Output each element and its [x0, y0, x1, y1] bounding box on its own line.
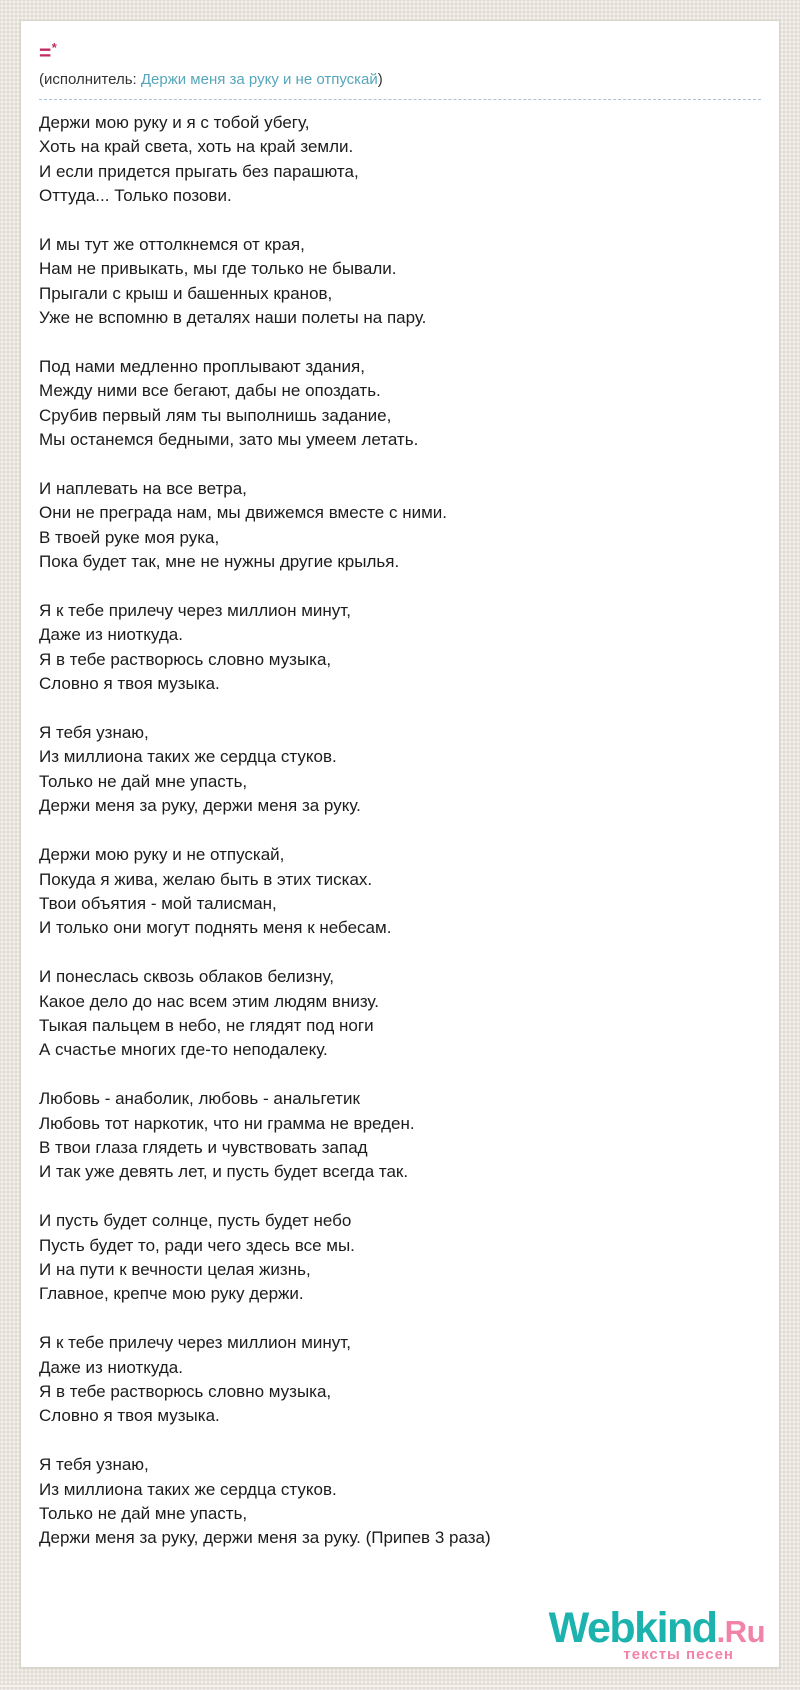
- lyric-line: И наплевать на все ветра,: [39, 479, 247, 499]
- lyric-line: Словно я твоя музыка.: [39, 1406, 220, 1426]
- lyric-line: Между ними все бегают, дабы не опоздать.: [39, 381, 381, 401]
- lyric-line: Прыгали с крыш и башенных кранов,: [39, 283, 333, 303]
- artist-link[interactable]: Держи меня за руку и не отпускай: [140, 71, 378, 88]
- lyric-line: Только не дай мне упасть,: [39, 771, 248, 791]
- lyric-line: Я в тебе растворюсь словно музыка,: [39, 1381, 332, 1401]
- lyric-line: Какое дело до нас всем этим людям внизу.: [39, 991, 379, 1011]
- lyric-line: Из миллиона таких же сердца стуков.: [39, 1479, 337, 1499]
- lyric-line: Срубив первый лям ты выполнишь задание,: [39, 405, 392, 425]
- song-title-text: =: [39, 42, 52, 65]
- stanza: [39, 111, 761, 209]
- lyric-line: Я тебя узнаю,: [39, 1455, 149, 1475]
- lyric-line: Держи меня за руку, держи меня за руку.: [39, 796, 361, 816]
- lyric-line: Твои объятия - мой талисман,: [39, 893, 277, 913]
- logo-main: Webkind: [548, 1604, 717, 1652]
- lyric-line: Мы останемся бедными, зато мы умеем летать.: [39, 430, 419, 450]
- lyric-line: И на пути к вечности целая жизнь,: [39, 1259, 311, 1279]
- lyric-line: И только они могут поднять меня к небесам.: [39, 918, 392, 938]
- stanza: [39, 355, 761, 453]
- lyric-line: Словно я твоя музыка.: [39, 674, 220, 694]
- lyric-line: В твоей руке моя рука,: [39, 527, 220, 547]
- lyric-line: В твои глаза глядеть и чувствовать запад: [39, 1137, 368, 1157]
- stanza: [39, 1331, 761, 1429]
- lyric-line: Под нами медленно проплывают здания,: [39, 357, 365, 377]
- song-title: [39, 35, 761, 67]
- artist-line: [39, 70, 761, 100]
- lyric-line: Тыкая пальцем в небо, не глядят под ноги: [39, 1015, 374, 1035]
- webkind-logo[interactable]: [548, 1604, 765, 1663]
- lyric-line: Нам не привыкать, мы где только не бывали.: [39, 259, 397, 279]
- lyric-line: Пусть будет то, ради чего здесь все мы.: [39, 1235, 355, 1255]
- lyric-line: Я к тебе прилечу через миллион минут,: [39, 601, 351, 621]
- lyric-line: Я тебя узнаю,: [39, 723, 149, 743]
- stanza: [39, 1453, 761, 1551]
- stanza: [39, 477, 761, 575]
- lyric-line: Держи мою руку и не отпускай,: [39, 845, 285, 865]
- webkind-logo-text: [548, 1604, 765, 1652]
- stanza: [39, 721, 761, 819]
- content-card: [20, 20, 780, 1668]
- lyric-line: И так уже девять лет, и пусть будет всегда так.: [39, 1162, 409, 1182]
- lyric-line: И мы тут же оттолкнемся от края,: [39, 235, 305, 255]
- lyric-line: Уже не вспомню в деталях наши полеты на пару.: [39, 308, 427, 328]
- logo-tagline: тексты песен: [623, 1646, 734, 1663]
- lyric-line: А счастье многих где-то неподалеку.: [39, 1040, 328, 1060]
- lyric-line: Держи мою руку и я с тобой убегу,: [39, 113, 310, 132]
- stanza: [39, 233, 761, 331]
- stanza: [39, 1209, 761, 1307]
- lyric-line: Даже из ниоткуда.: [39, 625, 183, 645]
- lyrics: [21, 100, 779, 1551]
- lyric-line: Хоть на край света, хоть на край земли.: [39, 137, 354, 157]
- logo-suffix: .Ru: [716, 1614, 765, 1649]
- lyric-line: Любовь тот наркотик, что ни грамма не вреден.: [39, 1113, 415, 1133]
- lyric-line: И пусть будет солнце, пусть будет небо: [39, 1211, 352, 1231]
- lyric-line: Я в тебе растворюсь словно музыка,: [39, 649, 332, 669]
- song-header: [21, 21, 779, 100]
- stanza: [39, 843, 761, 941]
- lyric-line: Любовь - анаболик, любовь - анальгетик: [39, 1089, 360, 1109]
- stanza: [39, 1087, 761, 1185]
- lyric-line: Главное, крепче мою руку держи.: [39, 1284, 304, 1304]
- lyric-line: Только не дай мне упасть,: [39, 1503, 248, 1523]
- lyric-line: И если придется прыгать без парашюта,: [39, 161, 359, 181]
- lyric-line: Из миллиона таких же сердца стуков.: [39, 747, 337, 767]
- lyric-line: Держи меня за руку, держи меня за руку. (Припев 3 раза): [39, 1528, 491, 1548]
- lyric-line: Я к тебе прилечу через миллион минут,: [39, 1333, 351, 1353]
- lyric-line: Оттуда... Только позови.: [39, 186, 232, 206]
- lyric-line: Даже из ниоткуда.: [39, 1357, 183, 1377]
- stanza: [39, 965, 761, 1063]
- artist-suffix: ): [377, 71, 383, 88]
- lyric-line: Пока будет так, мне не нужны другие крылья.: [39, 552, 400, 572]
- artist-prefix: (исполнитель:: [39, 71, 141, 88]
- lyric-line: Покуда я жива, желаю быть в этих тисках.: [39, 869, 373, 889]
- lyric-line: И понеслась сквозь облаков белизну,: [39, 967, 335, 987]
- song-title-asterisk: *: [51, 40, 58, 55]
- stanza: [39, 599, 761, 697]
- lyric-line: Они не преграда нам, мы движемся вместе с ними.: [39, 503, 447, 523]
